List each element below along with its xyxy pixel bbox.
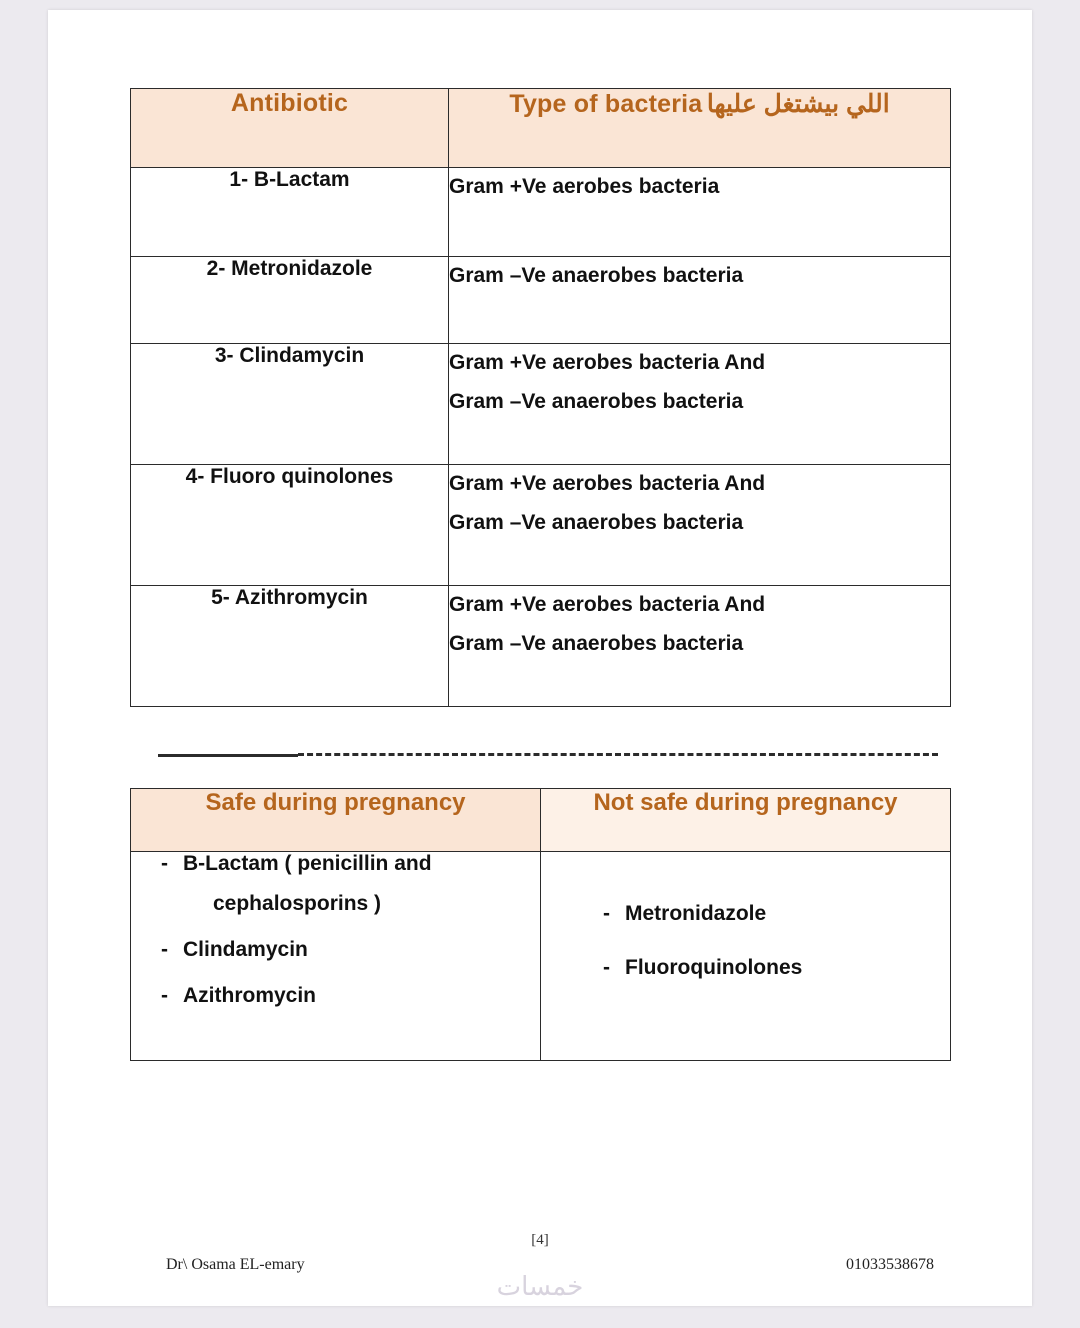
- cell-not-safe-list: [541, 852, 951, 1061]
- bullet-dash: -: [161, 852, 168, 875]
- list-item-label: B-Lactam ( penicillin and: [183, 852, 432, 875]
- bacteria-line: Gram +Ve aerobes bacteria: [449, 175, 720, 198]
- cell-antibiotic-1: 1- B-Lactam: [131, 168, 449, 257]
- table-header-row: [131, 89, 951, 168]
- header-label-not-safe: Not safe during pregnancy: [593, 789, 898, 816]
- footer-author: Dr\ Osama EL-emary: [166, 1256, 305, 1273]
- cell-antibiotic-4: 4- Fluoro quinolones: [131, 465, 449, 586]
- section-divider: [130, 736, 950, 772]
- cell-bacteria-3: [449, 344, 951, 465]
- bullet-dash: -: [603, 956, 610, 979]
- pregnancy-safety-table: [130, 788, 951, 1061]
- table-header-row: [131, 789, 951, 852]
- table-row: [131, 168, 951, 257]
- list-item: [131, 852, 540, 876]
- bullet-dash: -: [603, 902, 610, 925]
- bullet-dash: -: [161, 938, 168, 961]
- table-row: [131, 586, 951, 707]
- header-cell-safe: [131, 789, 541, 852]
- header-cell-bacteria-type: [449, 89, 951, 168]
- cell-antibiotic-2: 2- Metronidazole: [131, 257, 449, 344]
- list-item-label: Fluoroquinolones: [625, 956, 803, 979]
- watermark-text: خمسات: [496, 1272, 584, 1302]
- page-number: [4]: [531, 1232, 549, 1248]
- bacteria-line: Gram +Ve aerobes bacteria And: [449, 472, 766, 495]
- header-cell-antibiotic: [131, 89, 449, 168]
- list-item: [131, 938, 540, 962]
- cell-bacteria-4: [449, 465, 951, 586]
- bacteria-line: Gram +Ve aerobes bacteria And: [449, 593, 766, 616]
- list-item-label: Azithromycin: [183, 984, 317, 1007]
- header-cell-not-safe: [541, 789, 951, 852]
- footer-phone: 01033538678: [846, 1256, 934, 1273]
- table-row: [131, 257, 951, 344]
- divider-dashed-segment: [298, 753, 938, 756]
- cell-antibiotic-5: 5- Azithromycin: [131, 586, 449, 707]
- cell-antibiotic-3: 3- Clindamycin: [131, 344, 449, 465]
- list-item-continuation: cephalosporins ): [213, 892, 382, 915]
- bacteria-line: Gram +Ve aerobes bacteria And: [449, 351, 766, 374]
- list-item-label: Clindamycin: [183, 938, 308, 961]
- list-item: [131, 984, 540, 1008]
- table-row: [131, 852, 951, 1061]
- list-item-label: Metronidazole: [625, 902, 767, 925]
- cell-safe-list: [131, 852, 541, 1061]
- header-label-antibiotic: Antibiotic: [230, 89, 349, 117]
- document-page: [48, 10, 1032, 1306]
- table-row: [131, 465, 951, 586]
- cell-bacteria-2: [449, 257, 951, 344]
- bacteria-line: Gram –Ve anaerobes bacteria: [449, 264, 744, 287]
- header-label-bacteria-type-arabic: اللي بيشتغل عليها: [706, 90, 890, 118]
- bacteria-line: Gram –Ve anaerobes bacteria: [449, 631, 744, 655]
- bacteria-line: Gram –Ve anaerobes bacteria: [449, 389, 744, 413]
- bacteria-line: Gram –Ve anaerobes bacteria: [449, 510, 744, 534]
- cell-bacteria-5: [449, 586, 951, 707]
- cell-bacteria-1: [449, 168, 951, 257]
- list-item: [541, 902, 950, 926]
- bullet-dash: -: [161, 984, 168, 1007]
- header-label-bacteria-type: Type of bacteria: [509, 90, 703, 118]
- divider-solid-segment: [158, 754, 298, 757]
- not-safe-list: [541, 902, 950, 980]
- list-item: [541, 956, 950, 980]
- header-label-safe: Safe during pregnancy: [205, 789, 466, 816]
- antibiotic-table: [130, 88, 951, 707]
- table-row: [131, 344, 951, 465]
